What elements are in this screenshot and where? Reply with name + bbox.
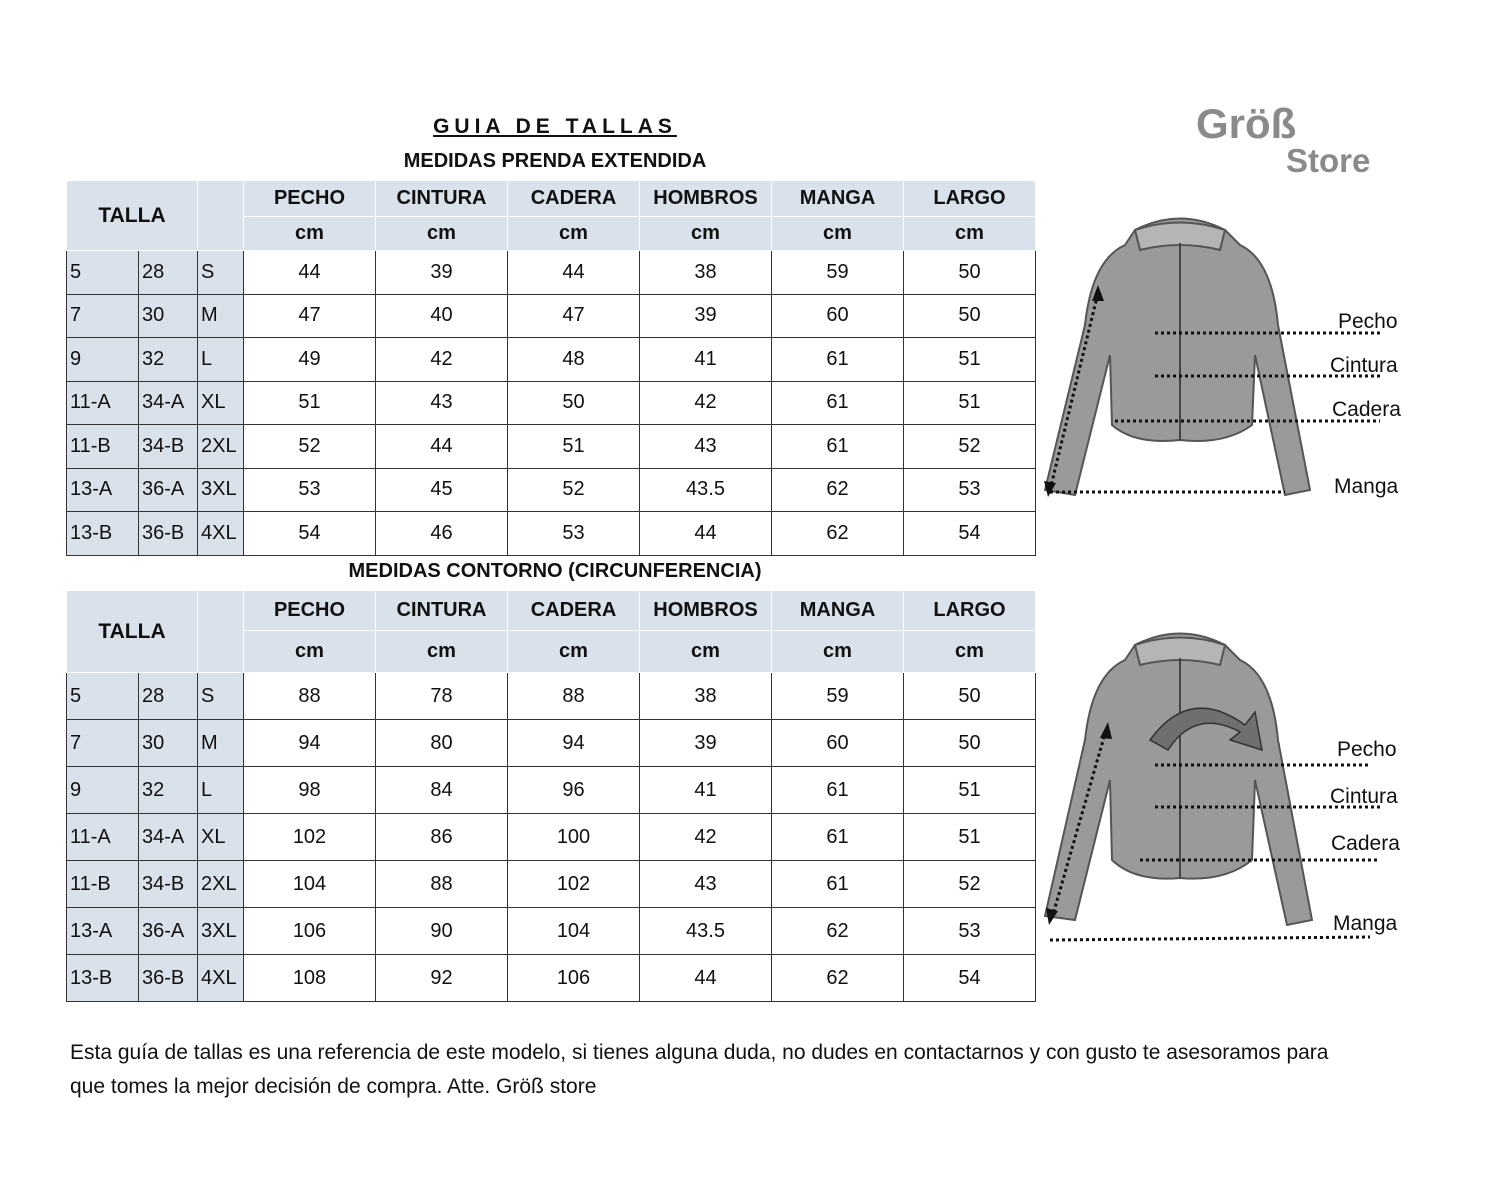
measure-cell: 45	[376, 468, 508, 512]
size-label-cell: 36-B	[139, 955, 198, 1002]
measure-cell: 43	[376, 381, 508, 425]
measure-cell: 53	[904, 908, 1036, 955]
size-label-cell: 13-A	[67, 908, 139, 955]
header-blank-cell	[198, 181, 244, 251]
label-manga: Manga	[1334, 475, 1399, 498]
size-label-cell: 9	[67, 338, 139, 382]
col-header-cadera: CADERA	[508, 181, 640, 217]
page-title: GUIA DE TALLAS	[433, 115, 677, 138]
unit-label: cm	[244, 631, 376, 673]
col-header-pecho: PECHO	[244, 181, 376, 217]
measure-cell: 52	[244, 425, 376, 469]
size-label-cell: 5	[67, 251, 139, 295]
label-pecho: Pecho	[1338, 310, 1398, 333]
measure-cell: 38	[640, 251, 772, 295]
measure-cell: 41	[640, 338, 772, 382]
measure-cell: 51	[244, 381, 376, 425]
measure-cell: 52	[508, 468, 640, 512]
measure-cell: 43	[640, 425, 772, 469]
measure-cell: 53	[904, 468, 1036, 512]
measure-cell: 60	[772, 294, 904, 338]
size-label-cell: 36-B	[139, 512, 198, 556]
size-label-cell: 4XL	[198, 955, 244, 1002]
measure-cell: 54	[244, 512, 376, 556]
measure-cell: 61	[772, 381, 904, 425]
unit-label: cm	[508, 217, 640, 251]
measure-cell: 42	[640, 381, 772, 425]
size-label-cell: 11-A	[67, 814, 139, 861]
label-cintura: Cintura	[1330, 785, 1398, 808]
measure-cell: 39	[376, 251, 508, 295]
size-label-cell: 11-B	[67, 861, 139, 908]
unit-label: cm	[244, 217, 376, 251]
size-label-cell: 34-B	[139, 425, 198, 469]
col-header-pecho: PECHO	[244, 591, 376, 631]
measure-cell: 44	[640, 955, 772, 1002]
size-label-cell: 13-A	[67, 468, 139, 512]
measure-cell: 42	[376, 338, 508, 382]
measure-cell: 61	[772, 767, 904, 814]
label-manga: Manga	[1333, 912, 1398, 935]
size-label-cell: 2XL	[198, 861, 244, 908]
measure-cell: 38	[640, 673, 772, 720]
size-label-cell: 11-B	[67, 425, 139, 469]
size-label-cell: 13-B	[67, 512, 139, 556]
measure-cell: 98	[244, 767, 376, 814]
size-label-cell: 3XL	[198, 468, 244, 512]
measure-cell: 46	[376, 512, 508, 556]
measure-cell: 62	[772, 955, 904, 1002]
unit-label: cm	[376, 631, 508, 673]
size-row	[67, 294, 1036, 338]
col-header-cintura: CINTURA	[376, 591, 508, 631]
measure-cell: 61	[772, 425, 904, 469]
unit-label: cm	[640, 217, 772, 251]
size-label-cell: 34-A	[139, 814, 198, 861]
measure-cell: 40	[376, 294, 508, 338]
measure-cell: 51	[904, 767, 1036, 814]
unit-label: cm	[376, 217, 508, 251]
measure-cell: 86	[376, 814, 508, 861]
size-label-cell: XL	[198, 381, 244, 425]
col-header-manga: MANGA	[772, 591, 904, 631]
unit-label: cm	[772, 217, 904, 251]
measure-cell: 90	[376, 908, 508, 955]
label-cintura: Cintura	[1330, 354, 1398, 377]
measure-cell: 39	[640, 720, 772, 767]
measure-cell: 43	[640, 861, 772, 908]
measure-cell: 50	[508, 381, 640, 425]
measure-cell: 102	[508, 861, 640, 908]
measure-cell: 84	[376, 767, 508, 814]
measure-cell: 104	[508, 908, 640, 955]
size-label-cell: 30	[139, 294, 198, 338]
measure-cell: 61	[772, 814, 904, 861]
measure-cell: 80	[376, 720, 508, 767]
size-row	[67, 338, 1036, 382]
measure-cell: 60	[772, 720, 904, 767]
size-label-cell: 9	[67, 767, 139, 814]
measure-cell: 43.5	[640, 468, 772, 512]
size-label-cell: 2XL	[198, 425, 244, 469]
measure-cell: 49	[244, 338, 376, 382]
size-label-cell: 36-A	[139, 468, 198, 512]
label-pecho: Pecho	[1337, 738, 1397, 761]
measure-cell: 52	[904, 425, 1036, 469]
measure-cell: 50	[904, 673, 1036, 720]
size-row	[67, 673, 1036, 720]
measure-cell: 94	[244, 720, 376, 767]
col-header-cadera: CADERA	[508, 591, 640, 631]
size-row	[67, 468, 1036, 512]
size-label-cell: 11-A	[67, 381, 139, 425]
measure-cell: 108	[244, 955, 376, 1002]
measure-cell: 51	[904, 338, 1036, 382]
header-blank-cell	[198, 591, 244, 673]
measure-cell: 47	[244, 294, 376, 338]
brand-name: Größ	[1196, 100, 1297, 147]
size-table-circumference	[66, 590, 1036, 1002]
size-label-cell: S	[198, 673, 244, 720]
col-header-cintura: CINTURA	[376, 181, 508, 217]
size-row	[67, 908, 1036, 955]
measure-cell: 59	[772, 673, 904, 720]
label-cadera: Cadera	[1332, 398, 1401, 421]
table2-subtitle: MEDIDAS CONTORNO (CIRCUNFERENCIA)	[348, 560, 762, 582]
measure-cell: 92	[376, 955, 508, 1002]
size-label-cell: 32	[139, 338, 198, 382]
measure-cell: 51	[904, 814, 1036, 861]
size-row	[67, 381, 1036, 425]
size-label-cell: 34-A	[139, 381, 198, 425]
measure-cell: 62	[772, 512, 904, 556]
measure-cell: 44	[376, 425, 508, 469]
size-label-cell: L	[198, 338, 244, 382]
size-label-cell: 28	[139, 251, 198, 295]
measure-cell: 52	[904, 861, 1036, 908]
size-label-cell: M	[198, 720, 244, 767]
size-label-cell: XL	[198, 814, 244, 861]
size-label-cell: S	[198, 251, 244, 295]
size-label-cell: M	[198, 294, 244, 338]
measure-cell: 61	[772, 338, 904, 382]
size-row	[67, 861, 1036, 908]
measure-cell: 61	[772, 861, 904, 908]
measure-cell: 41	[640, 767, 772, 814]
measure-cell: 102	[244, 814, 376, 861]
col-header-largo: LARGO	[904, 181, 1036, 217]
size-label-cell: 36-A	[139, 908, 198, 955]
size-label-cell: 7	[67, 720, 139, 767]
size-header: TALLA	[67, 181, 198, 251]
size-table-flat	[66, 180, 1036, 556]
unit-label: cm	[640, 631, 772, 673]
measure-cell: 39	[640, 294, 772, 338]
size-label-cell: 28	[139, 673, 198, 720]
measure-cell: 44	[640, 512, 772, 556]
size-row	[67, 955, 1036, 1002]
table1-subtitle: MEDIDAS PRENDA EXTENDIDA	[403, 150, 707, 172]
measure-cell: 54	[904, 955, 1036, 1002]
size-row	[67, 251, 1036, 295]
col-header-hombros: HOMBROS	[640, 181, 772, 217]
measure-cell: 106	[508, 955, 640, 1002]
col-header-manga: MANGA	[772, 181, 904, 217]
size-label-cell: 5	[67, 673, 139, 720]
col-header-largo: LARGO	[904, 591, 1036, 631]
measure-cell: 51	[904, 381, 1036, 425]
size-row	[67, 814, 1036, 861]
unit-label: cm	[772, 631, 904, 673]
measure-cell: 78	[376, 673, 508, 720]
measure-cell: 42	[640, 814, 772, 861]
measure-cell: 100	[508, 814, 640, 861]
measure-cell: 51	[508, 425, 640, 469]
size-row	[67, 767, 1036, 814]
measure-cell: 106	[244, 908, 376, 955]
measure-cell: 53	[244, 468, 376, 512]
measure-cell: 96	[508, 767, 640, 814]
measure-cell: 50	[904, 251, 1036, 295]
measure-cell: 50	[904, 294, 1036, 338]
measure-cell: 94	[508, 720, 640, 767]
measure-cell: 53	[508, 512, 640, 556]
col-header-hombros: HOMBROS	[640, 591, 772, 631]
unit-label: cm	[904, 631, 1036, 673]
measure-cell: 62	[772, 468, 904, 512]
brand-subtitle: Store	[1286, 142, 1371, 179]
size-label-cell: 13-B	[67, 955, 139, 1002]
measure-cell: 104	[244, 861, 376, 908]
size-label-cell: L	[198, 767, 244, 814]
measure-cell: 88	[508, 673, 640, 720]
measure-cell: 54	[904, 512, 1036, 556]
label-cadera: Cadera	[1331, 832, 1400, 855]
measure-cell: 50	[904, 720, 1036, 767]
size-label-cell: 32	[139, 767, 198, 814]
measure-cell: 62	[772, 908, 904, 955]
measure-cell: 44	[508, 251, 640, 295]
measure-cell: 59	[772, 251, 904, 295]
measure-cell: 88	[244, 673, 376, 720]
measure-cell: 48	[508, 338, 640, 382]
measure-cell: 47	[508, 294, 640, 338]
unit-label: cm	[904, 217, 1036, 251]
measure-cell: 43.5	[640, 908, 772, 955]
size-label-cell: 4XL	[198, 512, 244, 556]
size-guide-note: Esta guía de tallas es una referencia de este modelo, si tienes alguna duda, no dudes en contactarnos y con gusto te asesoramos para que tomes la mejor decisión de compra. Atte. Größ store	[70, 1041, 1329, 1098]
measure-cell: 88	[376, 861, 508, 908]
size-label-cell: 30	[139, 720, 198, 767]
size-label-cell: 3XL	[198, 908, 244, 955]
size-label-cell: 7	[67, 294, 139, 338]
size-row	[67, 425, 1036, 469]
size-header: TALLA	[67, 591, 198, 673]
size-row	[67, 512, 1036, 556]
measure-cell: 44	[244, 251, 376, 295]
size-row	[67, 720, 1036, 767]
unit-label: cm	[508, 631, 640, 673]
size-label-cell: 34-B	[139, 861, 198, 908]
